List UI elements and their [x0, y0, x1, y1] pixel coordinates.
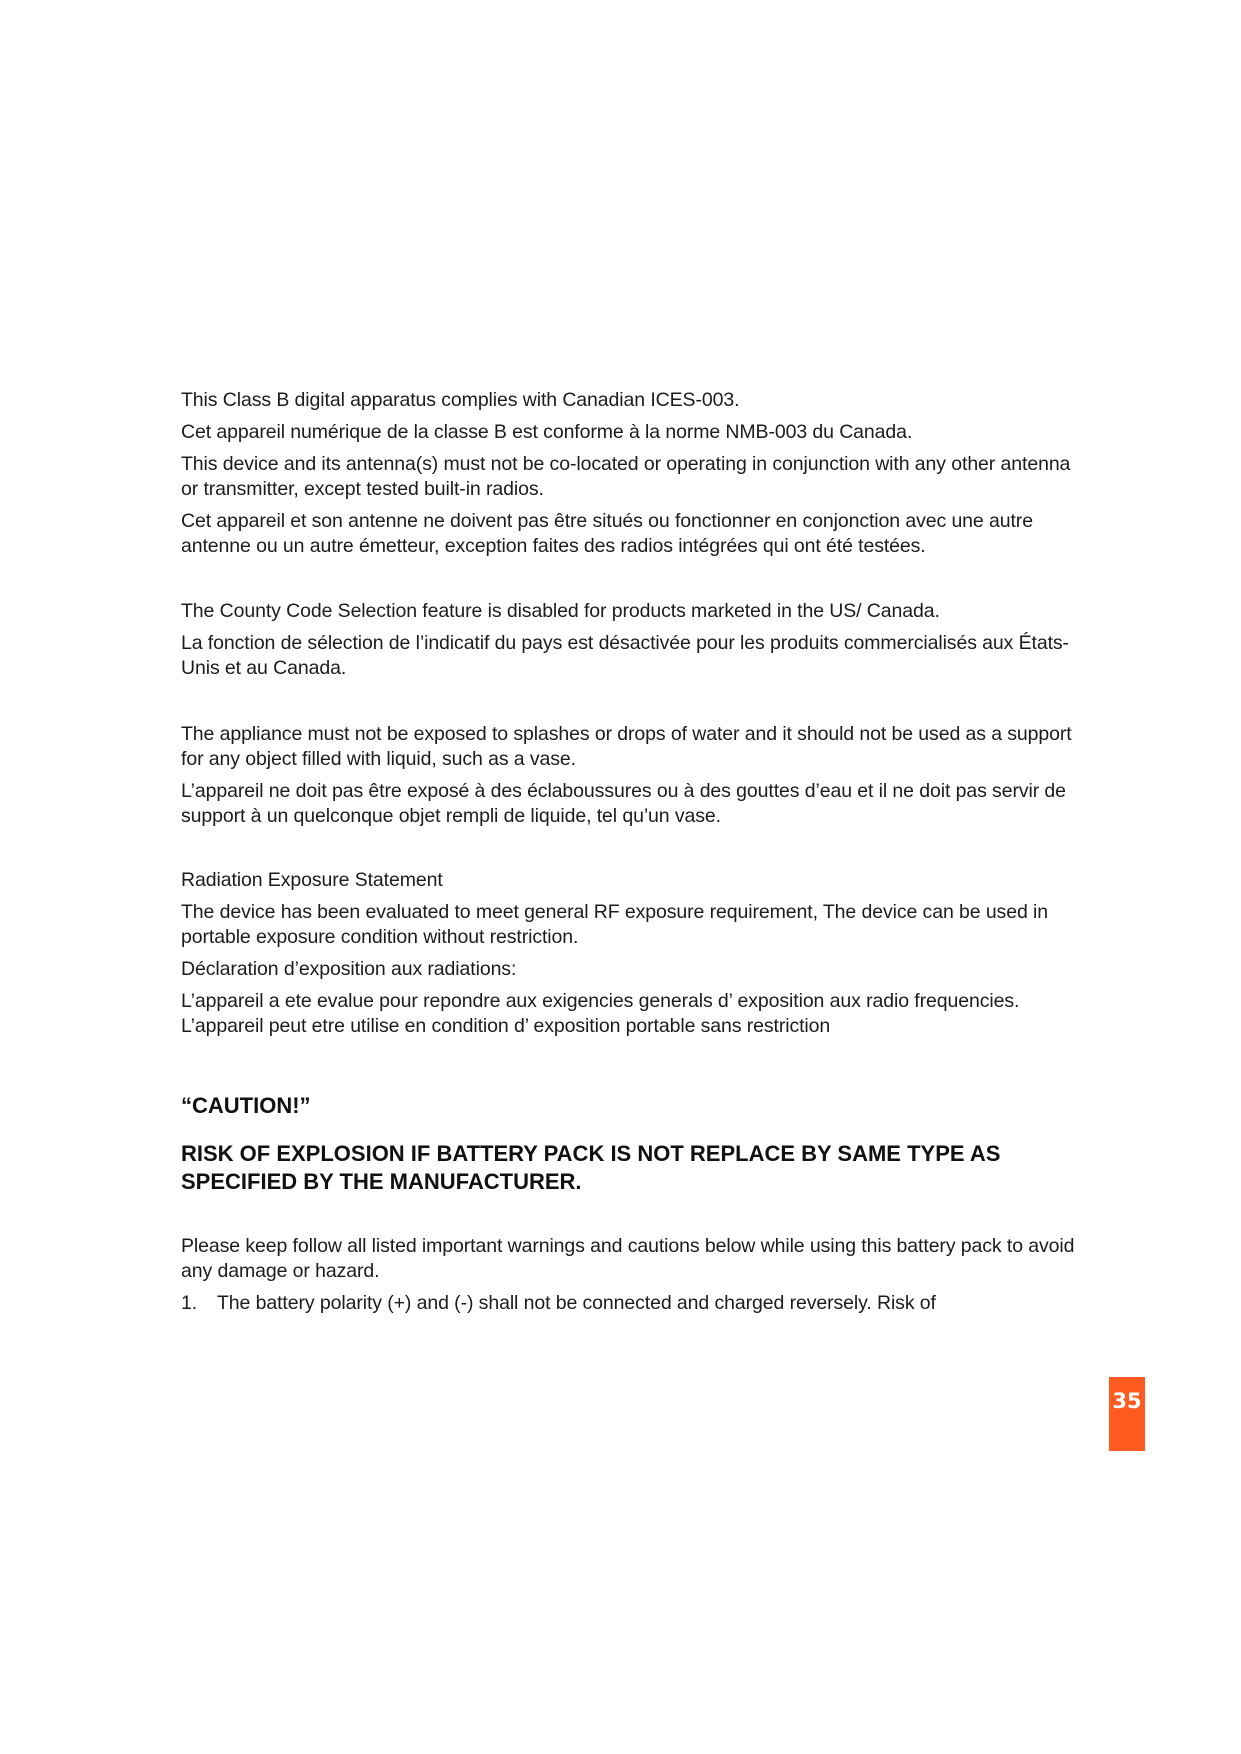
- list-item: [181, 1291, 1081, 1316]
- radiation-heading-fr: Déclaration d’exposition aux radiations:: [181, 958, 517, 980]
- radiation-section: [181, 868, 1081, 1039]
- explosion-warning: RISK OF EXPLOSION IF BATTERY PACK IS NOT REPLACE BY SAME TYPE AS SPECIFIED BY THE MANUFACTURER.: [181, 1141, 1001, 1194]
- list-item-text: The battery polarity (+) and (-) shall not be connected and charged reversely. Risk of: [217, 1292, 936, 1314]
- county-code-section: [181, 599, 1081, 681]
- ices-statement: This Class B digital apparatus complies with Canadian ICES-003.: [181, 389, 740, 411]
- battery-intro: Please keep follow all listed important warnings and cautions below while using this battery pack to avoid any damage or hazard.: [181, 1235, 1075, 1282]
- radiation-statement-fr: L’appareil a ete evalue pour repondre aux exigencies generals d’ exposition aux radio frequencies. L’appareil peut etre utilise en condition d’ exposition portable sans restriction: [181, 990, 1020, 1037]
- antenna-statement-fr: Cet appareil et son antenne ne doivent pas être situés ou fonctionner en conjonction avec une autre antenne ou un autre émetteur, exception faites des radios intégrées qui ont été testées.: [181, 510, 1033, 557]
- radiation-heading: Radiation Exposure Statement: [181, 869, 443, 891]
- antenna-statement: This device and its antenna(s) must not be co-located or operating in conjunction with any other antenna or transmitter, except tested built-in radios.: [181, 453, 1071, 500]
- county-code-statement: The County Code Selection feature is disabled for products marketed in the US/ Canada.: [181, 600, 940, 622]
- list-item-number: 1.: [181, 1292, 198, 1314]
- canada-compliance-section: [181, 388, 1081, 559]
- water-section: [181, 722, 1081, 829]
- caution-title: “CAUTION!”: [181, 1093, 311, 1118]
- caution-section: [181, 1092, 1081, 1196]
- radiation-statement: The device has been evaluated to meet general RF exposure requirement, The device can be used in portable exposure condition without restriction.: [181, 901, 1048, 948]
- water-statement: The appliance must not be exposed to splashes or drops of water and it should not be used as a support for any object filled with liquid, such as a vase.: [181, 723, 1072, 770]
- page-number-badge: 35: [1109, 1377, 1145, 1451]
- battery-section: [181, 1234, 1081, 1316]
- nmb-statement: Cet appareil numérique de la classe B est conforme à la norme NMB-003 du Canada.: [181, 421, 913, 443]
- county-code-statement-fr: La fonction de sélection de l’indicatif du pays est désactivée pour les produits commercialisés aux États-Unis et au Canada.: [181, 632, 1069, 679]
- water-statement-fr: L’appareil ne doit pas être exposé à des éclaboussures ou à des gouttes d’eau et il ne doit pas servir de support à un quelconque objet rempli de liquide, tel qu’un vase.: [181, 780, 1066, 827]
